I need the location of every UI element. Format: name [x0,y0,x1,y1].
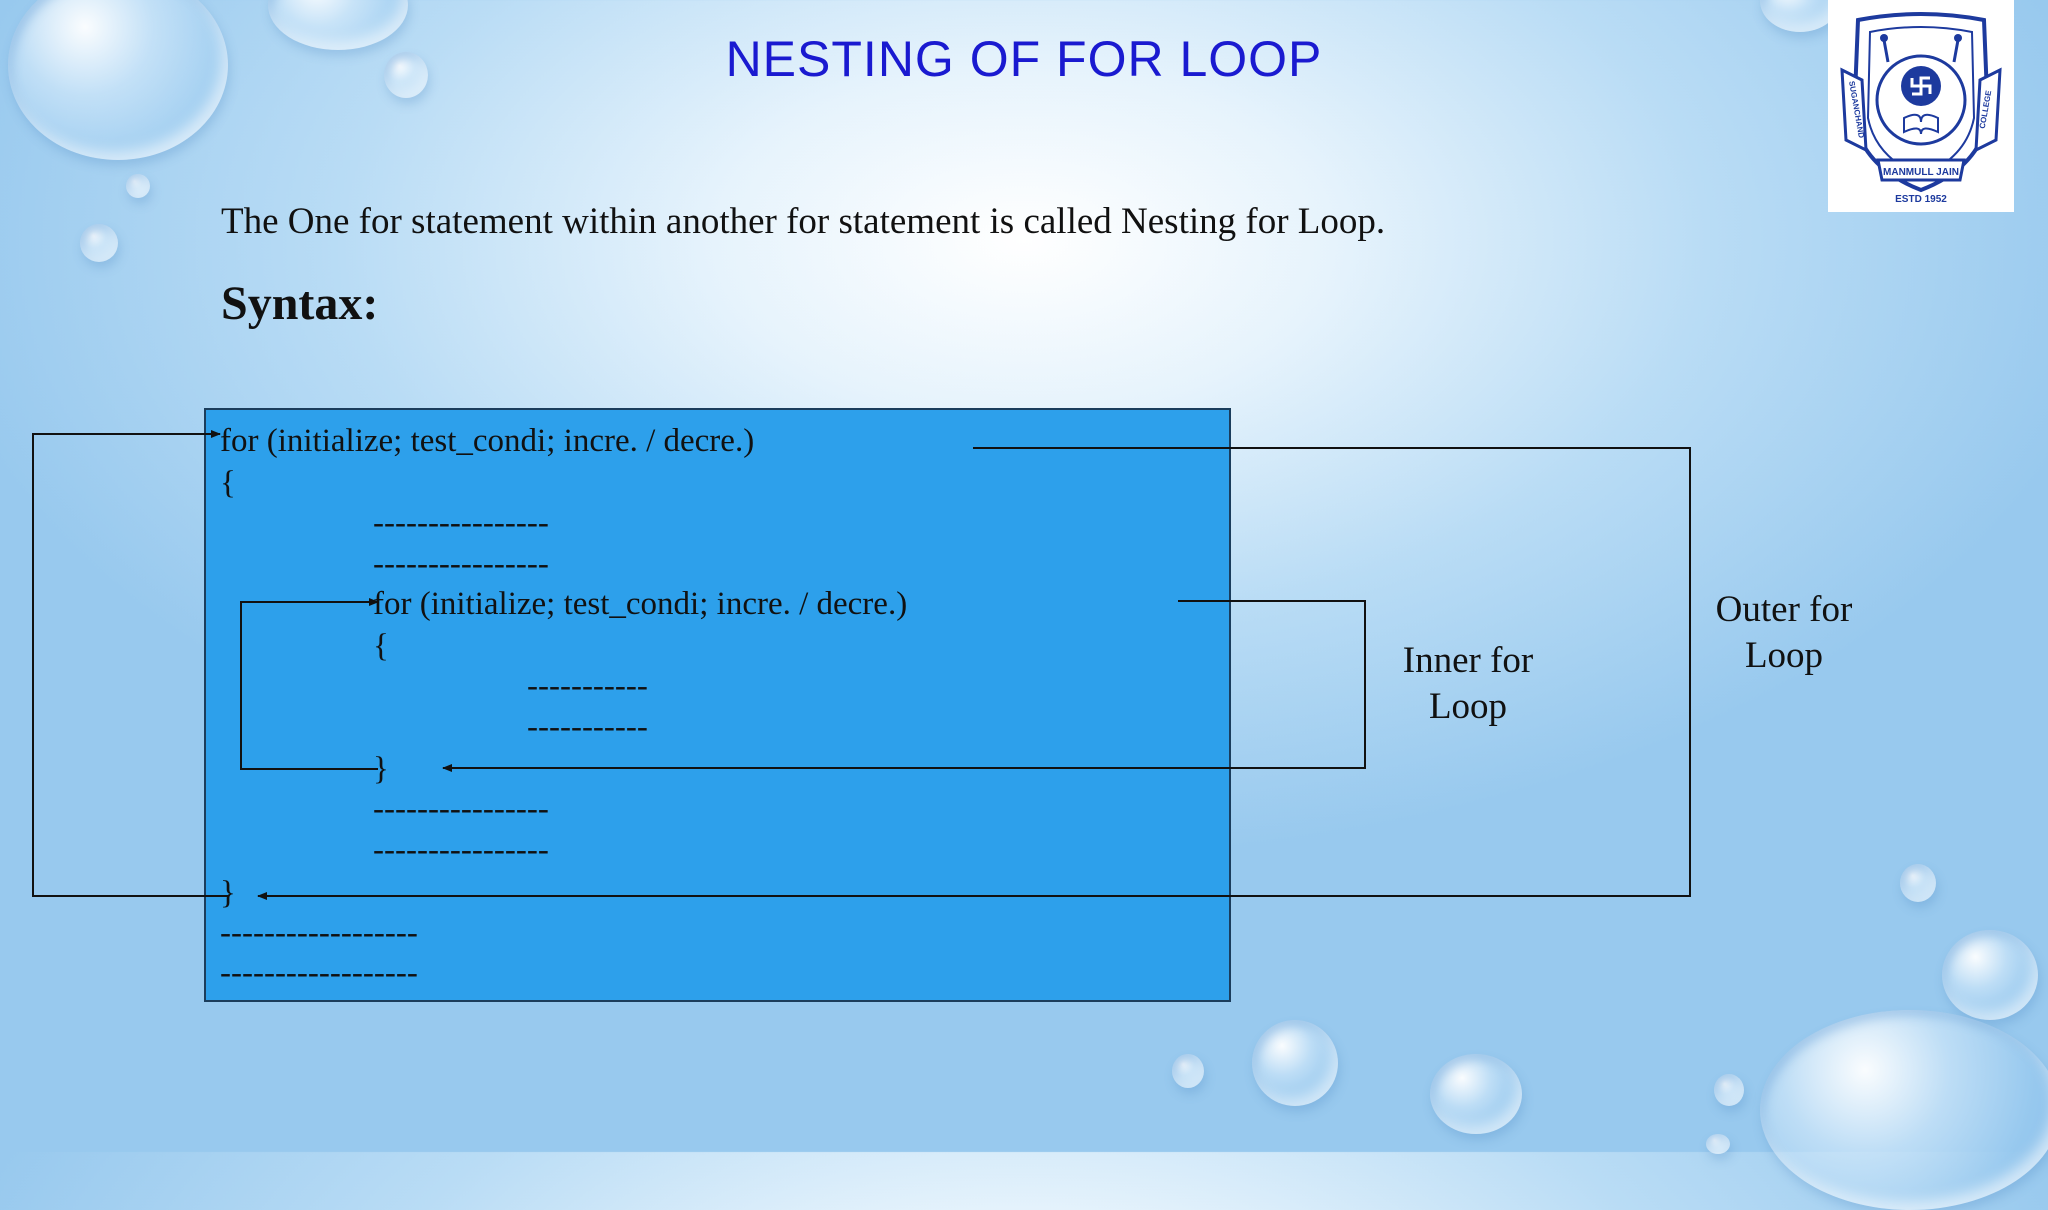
code-outer-dash-3: ---------------- [373,791,549,827]
code-after-dash-1: ------------------ [220,915,418,951]
outer-loop-label [1704,587,1864,679]
water-drop-decoration [1714,1074,1744,1106]
code-after-dash-2: ------------------ [220,955,418,991]
code-outer-close-brace: } [220,875,236,911]
code-inner-open-brace: { [373,628,389,664]
water-drop-decoration [1760,1010,2048,1210]
water-drop-decoration [1706,1134,1730,1154]
syntax-heading: Syntax: [221,277,379,330]
outer-left-connector [33,434,228,896]
code-outer-for: for (initialize; test_condi; incre. / decre.) [220,423,755,459]
logo-ring-right-text: COLLEGE [1977,89,1994,130]
outer-loop-label-line1: Outer for [1715,589,1853,630]
water-drop-decoration [1252,1020,1338,1106]
water-drop-decoration [1172,1054,1204,1088]
inner-loop-label [1388,638,1548,730]
college-logo [1828,0,2014,212]
outer-loop-label-line2: Loop [1744,635,1824,676]
college-crest-icon [1828,0,2014,212]
code-inner-for: for (initialize; test_condi; incre. / decre.) [373,586,908,622]
slide-title: NESTING OF FOR LOOP [725,31,1323,87]
code-outer-open-brace: { [220,465,236,501]
code-outer-dash-2: ---------------- [373,546,549,582]
water-drop-decoration [1900,864,1936,902]
code-inner-dash-1: ----------- [527,668,648,704]
code-outer-dash-4: ---------------- [373,832,549,868]
logo-ring-left-text: SUGANCHAND [1847,80,1866,139]
water-drop-decoration [1430,1054,1522,1134]
code-inner-close-brace: } [373,751,389,787]
logo-ribbon-text: MANMULL JAIN [1883,167,1959,178]
water-drop-decoration [126,174,150,198]
water-drop-decoration [80,224,118,262]
inner-loop-label-line2: Loop [1428,686,1508,727]
intro-text: The One for statement within another for statement is called Nesting for Loop. [221,201,1386,242]
inner-loop-label-line1: Inner for [1402,640,1534,681]
code-outer-dash-1: ---------------- [373,505,549,541]
logo-estd-text: ESTD 1952 [1895,194,1947,205]
water-drop-decoration [1942,930,2038,1020]
code-inner-dash-2: ----------- [527,709,648,745]
